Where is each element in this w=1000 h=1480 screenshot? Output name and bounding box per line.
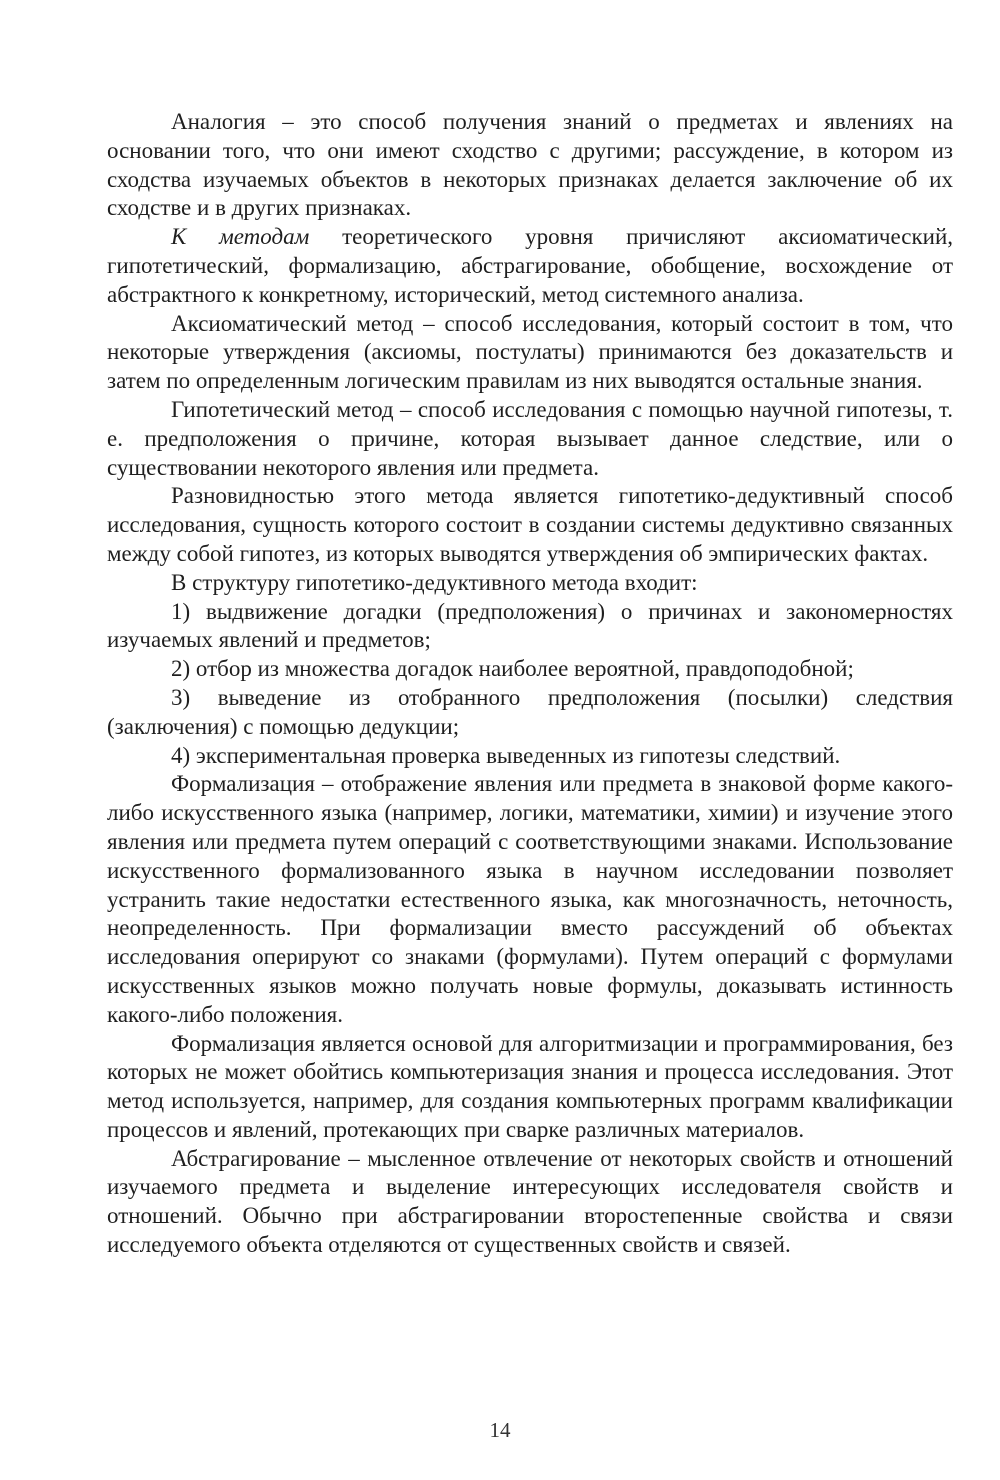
page-number: 14: [489, 1418, 511, 1442]
list-item-2: 2) отбор из множества догадок наиболее вероятной, правдоподобной;: [171, 656, 854, 682]
paragraph-formalization: Формализация – отображение явления или предмета в знаковой форме какого-либо искусственного языка (например, логики, математики, химии) и изучение этого явления или предмета путем операций с соответствующими знаками. Использование искусственного формализованного языка в научном исследовании позволяет устранить такие недостатки естественного языка, как многозначность, неточность, неопределенность. При формализации вместо рассуждений об объектах исследования оперируют со знаками (формулами). Путем операций с формулами искусственных языков можно получать новые формулы, доказывать истинность какого-либо положения.: [107, 771, 953, 1027]
paragraph-structure-intro: В структуру гипотетико-дедуктивного метода входит:: [171, 569, 698, 595]
paragraph-formalization-basis: Формализация является основой для алгоритмизации и программирования, без которых не может обойтись компьютеризация знания и процесса исследования. Этот метод используется, например, для создания компьютерных программ квалификации процессов и явлений, протекающих при сварке различных материалов.: [107, 1030, 953, 1142]
paragraph-analogy: Аналогия – это способ получения знаний о предметах и явлениях на основании того, что они имеют сходство с другими; рассуждение, в котором из сходства изучаемых объектов в некоторых признаках делается заключение об их сходстве и в других признаках.: [107, 109, 953, 221]
paragraph-hypothetical-method: Гипотетический метод – способ исследования с помощью научной гипотезы, т. е. предположения о причине, которая вызывает данное следствие, или о существовании некоторого явления или предмета.: [107, 396, 953, 480]
paragraph-abstraction: Абстрагирование – мысленное отвлечение от некоторых свойств и отношений изучаемого предмета и выделение интересующих исследователя свойств и отношений. Обычно при абстрагировании второстепенные свойства и связи исследуемого объекта отделяются от существенных свойств и связей.: [107, 1145, 953, 1258]
italic-lead: К методам: [171, 224, 310, 250]
paragraph-theoretical-methods-text: теоретического уровня причисляют аксиоматический, гипотетический, формализацию, абстрагирование, обобщение, восхождение от абстрактного к конкретному, исторический, метод системного анализа.: [107, 224, 953, 307]
list-item-1: 1) выдвижение догадки (предположения) о причинах и закономерностях изучаемых явлений и предметов;: [107, 598, 953, 653]
paragraph-axiomatic-method: Аксиоматический метод – способ исследования, который состоит в том, что некоторые утверждения (аксиомы, постулаты) принимаются без доказательств и затем по определенным логическим правилам из них выводятся остальные знания.: [107, 310, 953, 394]
paragraph-hypothetico-deductive: Разновидностью этого метода является гипотетико-дедуктивный способ исследования, сущность которого состоит в создании системы дедуктивно связанных между собой гипотез, из которых выводятся утверждения об эмпирических фактах.: [107, 483, 953, 566]
page-body: [107, 108, 953, 1260]
list-item-3: 3) выведение из отобранного предположения (посылки) следствия (заключения) с помощью дедукции;: [107, 684, 953, 739]
list-item-4: 4) экспериментальная проверка выведенных из гипотезы следствий.: [171, 742, 841, 768]
paragraph-theoretical-methods: [107, 223, 953, 309]
